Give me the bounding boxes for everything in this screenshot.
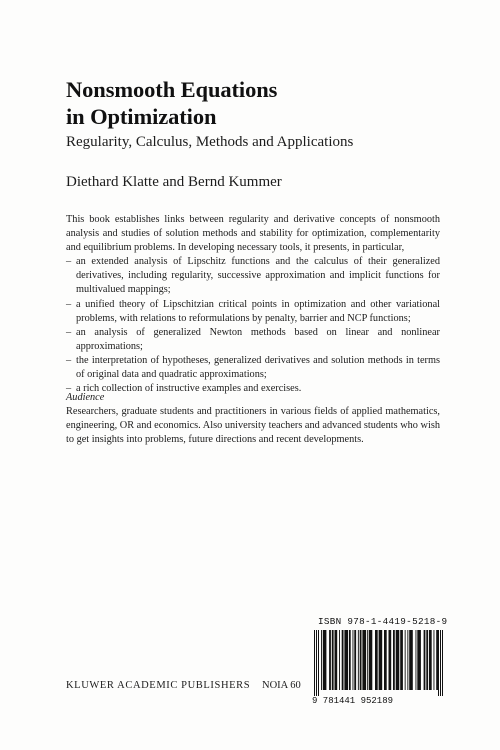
- title-line-1: Nonsmooth Equations: [66, 77, 278, 102]
- barcode-guard-bar: [314, 630, 315, 696]
- series-number: NOIA 60: [262, 680, 301, 691]
- barcode-digits: 9 781441 952189: [312, 696, 394, 706]
- barcode-bar: [367, 630, 368, 690]
- barcode-bar: [396, 630, 400, 690]
- barcode-bar: [362, 630, 366, 690]
- description-intro: This book establishes links between regularity and derivative concepts of nonsmooth analysis and studies of solution methods and stability for optimization, complementarity and equilibrium problems. In developing necessary tools, it presents, in particular,: [66, 214, 440, 254]
- book-authors: Diethard Klatte and Bernd Kummer: [66, 174, 282, 190]
- barcode-bar: [344, 630, 348, 690]
- feature-text: an analysis of generalized Newton methods based on linear and nonlinear approximations;: [76, 326, 440, 352]
- feature-item: [66, 326, 440, 354]
- barcode-bar: [323, 630, 327, 690]
- barcode-bar: [342, 630, 344, 690]
- feature-text: a rich collection of instructive examples and exercises.: [76, 383, 302, 395]
- bullet-dash: –: [66, 256, 72, 268]
- isbn-label: ISBN 978-1-4419-5218-9: [318, 616, 448, 627]
- barcode-bar: [384, 630, 387, 690]
- publisher-name: KLUWER ACADEMIC PUBLISHERS: [66, 680, 251, 691]
- book-title: [66, 76, 277, 130]
- barcode-bar: [360, 630, 362, 690]
- barcode-bar: [436, 630, 438, 690]
- barcode-bar: [329, 630, 331, 690]
- barcode-bar: [416, 630, 417, 690]
- barcode-bar: [349, 630, 351, 690]
- barcode-bar: [379, 630, 383, 690]
- audience-text: Researchers, graduate students and practitioners in various fields of applied mathematics, engineering, OR and economics. Also university teachers and advanced students who wish to get insights into problems, future directions and recent developments.: [66, 406, 440, 446]
- barcode-bar: [321, 630, 322, 690]
- bullet-dash: –: [66, 298, 72, 310]
- barcode-bar: [400, 630, 403, 690]
- barcode-bar: [434, 630, 435, 690]
- barcode-bar: [332, 630, 334, 690]
- feature-text: an extended analysis of Lipschitz functions and the calculus of their generalized derivatives, including regularity, successive approximation and implicit functions for multivalued mappings;: [76, 256, 440, 296]
- description: [66, 213, 440, 396]
- barcode-bar: [358, 630, 359, 690]
- barcode-bar: [407, 630, 408, 690]
- barcode-bar: [417, 630, 421, 690]
- barcode-bar: [389, 630, 392, 690]
- feature-list: [66, 255, 440, 396]
- barcode-bar: [426, 630, 428, 690]
- bullet-dash: –: [66, 326, 72, 338]
- feature-item: [66, 298, 440, 326]
- barcode-bar: [429, 630, 432, 690]
- barcode-guard-bar: [318, 630, 319, 696]
- barcode-bar: [354, 630, 356, 690]
- bullet-dash: –: [66, 354, 72, 366]
- feature-item: [66, 382, 440, 396]
- feature-text: the interpretation of hypotheses, generalized derivatives and solution methods in terms of original data and quadratic approximations;: [76, 354, 440, 381]
- barcode-bar: [393, 630, 395, 690]
- barcode-bar: [353, 630, 354, 690]
- barcode-bar: [335, 630, 338, 690]
- barcode-bar: [409, 630, 413, 690]
- title-line-2: in Optimization: [66, 104, 217, 129]
- bullet-dash: –: [66, 383, 72, 395]
- barcode-bar: [369, 630, 373, 690]
- feature-text: a unified theory of Lipschitzian critical points in optimization and other variational problems, with relations to reformulations by penalty, barrier and NCP functions;: [76, 298, 440, 324]
- barcode-guard-bar: [438, 630, 439, 696]
- audience-heading: Audience: [66, 392, 105, 403]
- barcode-guard-bar: [316, 630, 317, 696]
- feature-item: [66, 354, 440, 382]
- feature-item: [66, 255, 440, 297]
- barcode-bar: [424, 630, 426, 690]
- barcode-bar: [339, 630, 340, 690]
- barcode-bar: [375, 630, 378, 690]
- book-subtitle: Regularity, Calculus, Methods and Applications: [66, 134, 354, 150]
- barcode-guard-bar: [440, 630, 441, 696]
- barcode: [312, 630, 445, 696]
- barcode-guard-bar: [442, 630, 443, 696]
- barcode-bar: [405, 630, 406, 690]
